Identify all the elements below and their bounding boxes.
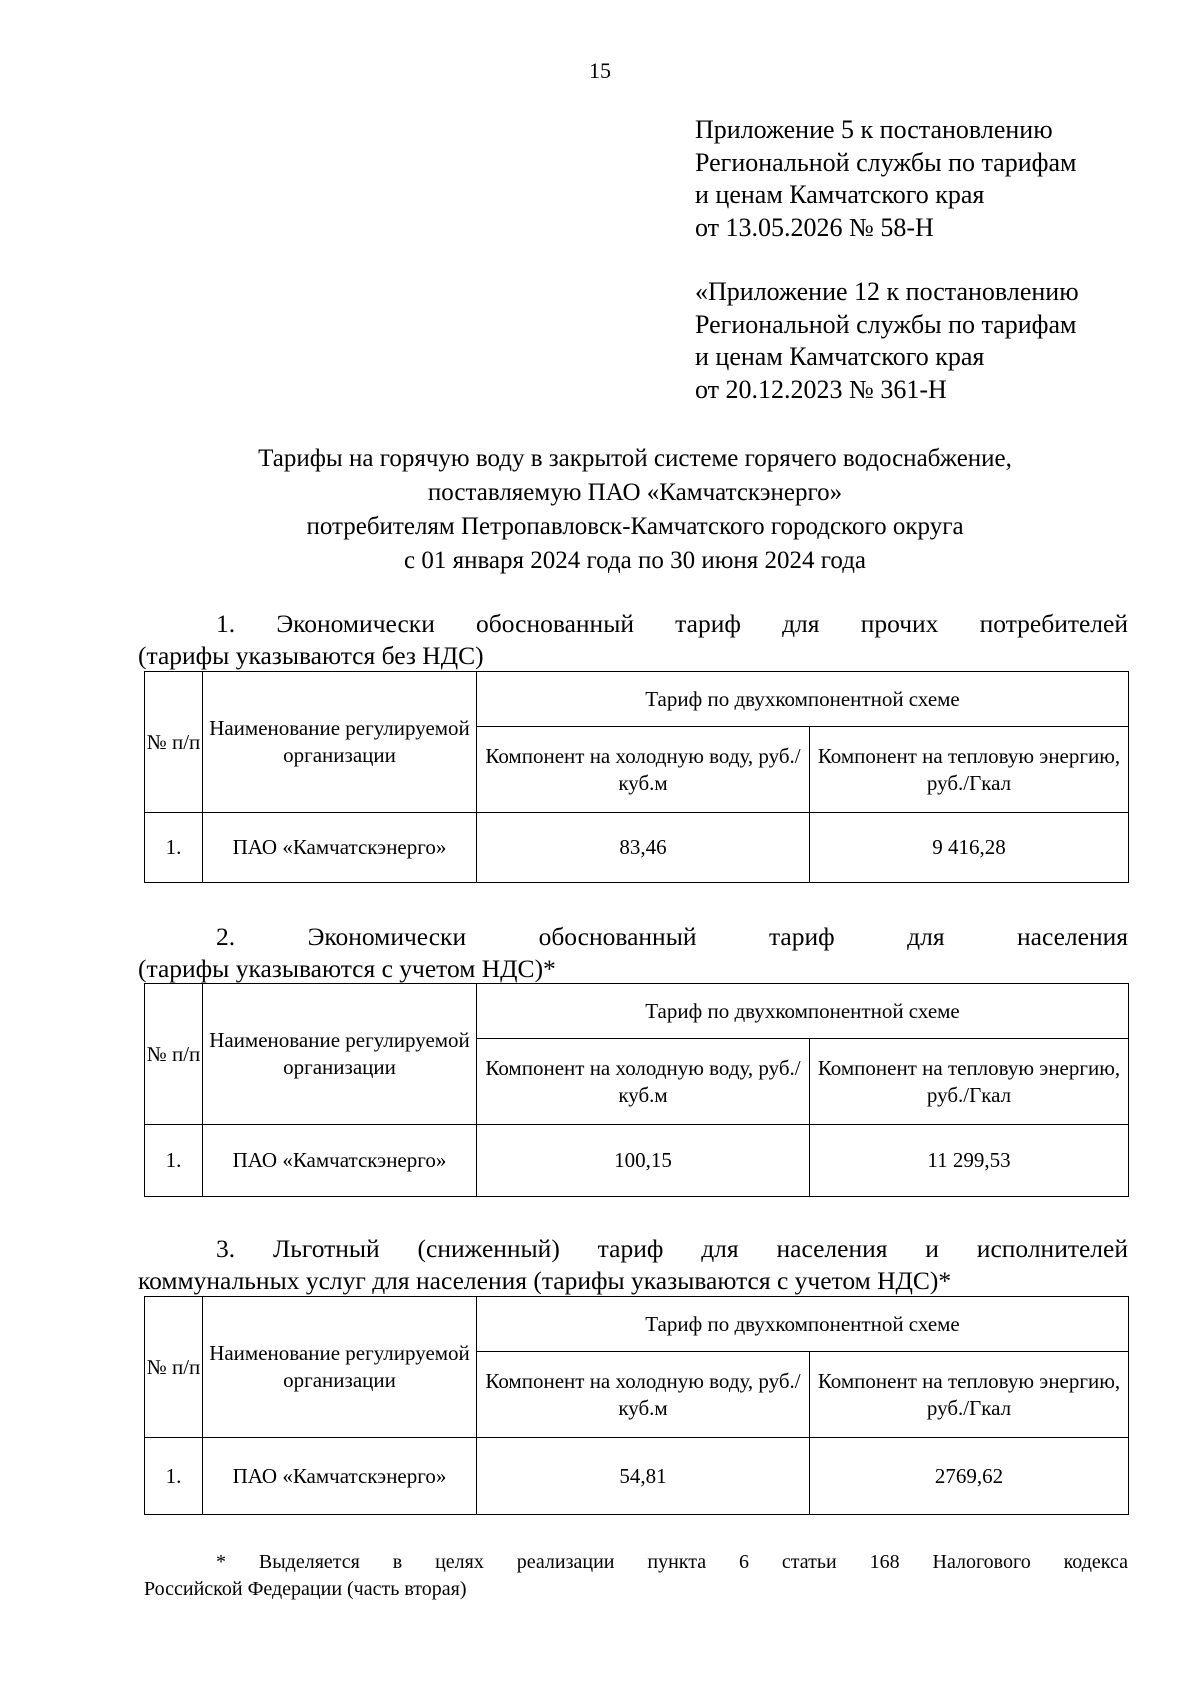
row-org: ПАО «Камчатскэнерго» bbox=[203, 1125, 477, 1197]
document-title bbox=[0, 442, 1200, 578]
row-cold-water: 100,15 bbox=[477, 1125, 810, 1197]
header-scheme: Тариф по двухкомпонентной схеме bbox=[477, 1297, 1129, 1352]
section-heading-line: (тарифы указываются с учетом НДС)* bbox=[138, 954, 556, 983]
header-cold-water: Компонент на холодную воду, руб./куб.м bbox=[477, 1039, 810, 1125]
page-number: 15 bbox=[589, 58, 611, 83]
header-org: Наименование регулируемой организации bbox=[203, 1297, 477, 1438]
section-2-heading bbox=[138, 921, 1128, 985]
section-heading-line: 2. Экономически обоснованный тариф для населения bbox=[216, 922, 1128, 951]
header-cold-water: Компонент на холодную воду, руб./куб.м bbox=[477, 1352, 810, 1438]
header-heat: Компонент на тепловую энергию, руб./Гкал bbox=[810, 1039, 1129, 1125]
title-line: потребителям Петропавловск-Камчатского городского округа bbox=[306, 513, 964, 540]
table-row bbox=[145, 1438, 1129, 1515]
header-scheme: Тариф по двухкомпонентной схеме bbox=[477, 672, 1129, 727]
row-heat: 11 299,53 bbox=[810, 1125, 1129, 1197]
appendix-current bbox=[695, 114, 1076, 244]
title-line: поставляемую ПАО «Камчатскэнерго» bbox=[427, 479, 843, 506]
row-number: 1. bbox=[145, 1438, 203, 1515]
header-heat: Компонент на тепловую энергию, руб./Гкал bbox=[810, 727, 1129, 813]
table-row bbox=[145, 813, 1129, 883]
header-number: № п/п bbox=[145, 984, 203, 1125]
row-number: 1. bbox=[145, 1125, 203, 1197]
tariff-table-3 bbox=[144, 1296, 1129, 1515]
section-1-heading bbox=[138, 608, 1128, 672]
appendix-line: и ценам Камчатского края bbox=[695, 342, 985, 371]
appendix-previous bbox=[695, 276, 1079, 406]
header-heat: Компонент на тепловую энергию, руб./Гкал bbox=[810, 1352, 1129, 1438]
row-cold-water: 83,46 bbox=[477, 813, 810, 883]
section-heading-line: (тарифы указываются без НДС) bbox=[138, 641, 484, 670]
row-number: 1. bbox=[145, 813, 203, 883]
header-number: № п/п bbox=[145, 672, 203, 813]
header-cold-water: Компонент на холодную воду, руб./куб.м bbox=[477, 727, 810, 813]
appendix-line: от 20.12.2023 № 361-Н bbox=[695, 374, 947, 404]
table-row bbox=[145, 1125, 1129, 1197]
row-org: ПАО «Камчатскэнерго» bbox=[203, 1438, 477, 1515]
header-scheme: Тариф по двухкомпонентной схеме bbox=[477, 984, 1129, 1039]
appendix-line: Региональной службы по тарифам bbox=[695, 309, 1077, 339]
appendix-line: от 13.05.2026 № 58-Н bbox=[695, 212, 934, 242]
footnote-line: Российской Федерации (часть вторая) bbox=[144, 1578, 467, 1600]
row-cold-water: 54,81 bbox=[477, 1438, 810, 1515]
header-number: № п/п bbox=[145, 1297, 203, 1438]
footnote-line: * Выделяется в целях реализации пункта 6 статьи 168 Налогового кодекса bbox=[216, 1551, 1128, 1573]
appendix-line: Приложение 5 к постановлению bbox=[695, 115, 1053, 144]
section-heading-line: коммунальных услуг для населения (тарифы указываются с учетом НДС)* bbox=[138, 1266, 952, 1295]
row-org: ПАО «Камчатскэнерго» bbox=[203, 813, 477, 883]
header-org: Наименование регулируемой организации bbox=[203, 984, 477, 1125]
appendix-line: и ценам Камчатского края bbox=[695, 180, 985, 209]
title-line: Тарифы на горячую воду в закрытой системе горячего водоснабжение, bbox=[258, 445, 1012, 472]
row-heat: 9 416,28 bbox=[810, 813, 1129, 883]
row-heat: 2769,62 bbox=[810, 1438, 1129, 1515]
tariff-table-1 bbox=[144, 671, 1129, 883]
section-3-heading bbox=[138, 1233, 1128, 1297]
header-org: Наименование регулируемой организации bbox=[203, 672, 477, 813]
appendix-line: Региональной службы по тарифам bbox=[695, 147, 1077, 177]
section-heading-line: 3. Льготный (сниженный) тариф для населения и исполнителей bbox=[216, 1234, 1128, 1263]
title-line: с 01 января 2024 года по 30 июня 2024 года bbox=[403, 547, 867, 574]
footnote bbox=[144, 1549, 1128, 1603]
section-heading-line: 1. Экономически обоснованный тариф для прочих потребителей bbox=[216, 609, 1128, 638]
tariff-table-2 bbox=[144, 983, 1129, 1197]
appendix-line: «Приложение 12 к постановлению bbox=[695, 277, 1079, 306]
